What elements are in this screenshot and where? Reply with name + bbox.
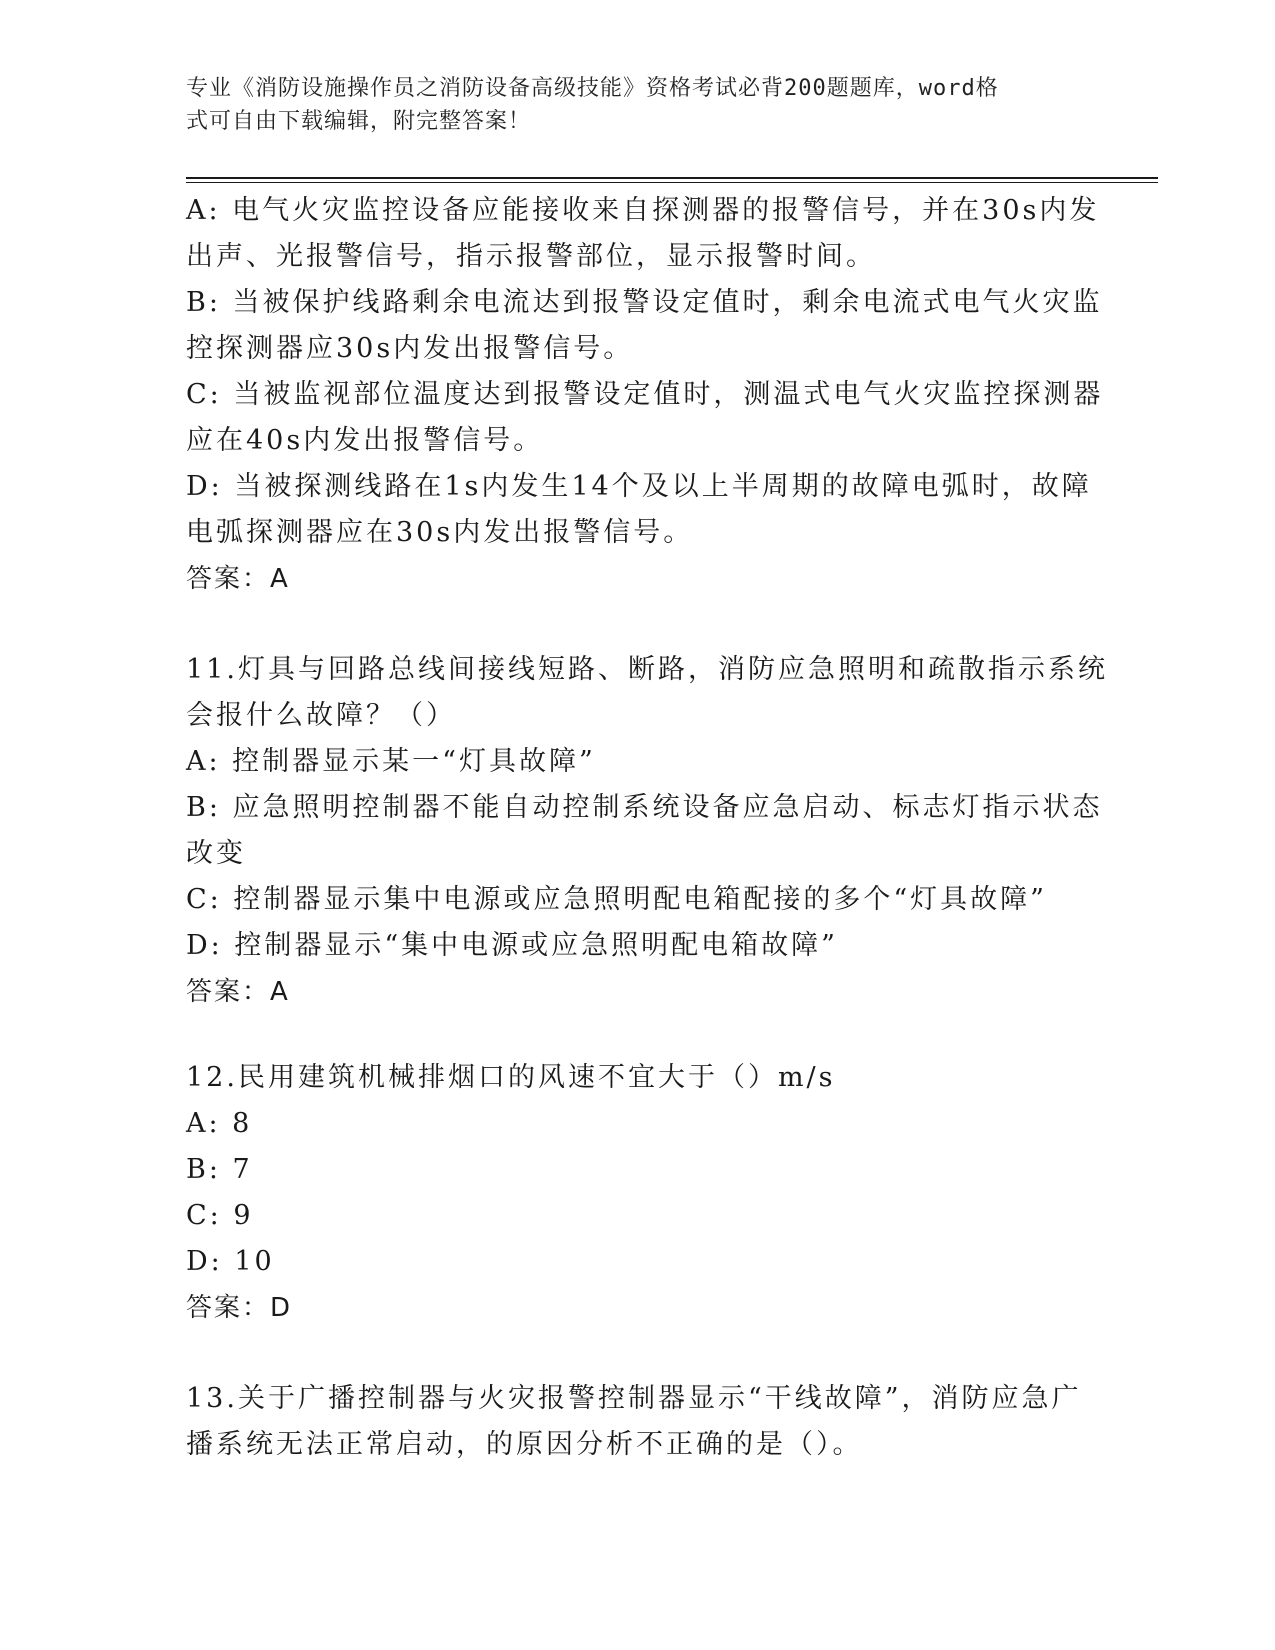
- option-d-line-2: 电弧探测器应在30s内发出报警信号。: [186, 517, 694, 548]
- answer-label: 答案：A: [186, 564, 290, 594]
- question-13: [186, 1376, 1086, 1468]
- option-a-line-1: A: 电气火灾监控设备应能接收来自探测器的报警信号，并在30s内发: [186, 195, 1100, 226]
- question-text-line-2: 会报什么故障？（）: [186, 700, 456, 731]
- option-d: D: 10: [186, 1246, 275, 1277]
- header-line-2: 式可自由下载编辑，附完整答案！: [186, 109, 532, 134]
- option-a-line-2: 出声、光报警信号，指示报警部位，显示报警时间。: [186, 241, 876, 272]
- option-c: C: 9: [186, 1200, 254, 1231]
- answer-label: 答案：A: [186, 977, 290, 1007]
- question-text-line-2: 播系统无法正常启动，的原因分析不正确的是（）。: [186, 1429, 863, 1460]
- document-body: [186, 188, 1108, 1468]
- option-c-line-2: 应在40s内发出报警信号。: [186, 425, 544, 456]
- option-b-line-2: 控探测器应30s内发出报警信号。: [186, 333, 634, 364]
- header-line-1: 专业《消防设施操作员之消防设备高级技能》资格考试必背200题题库，word格: [186, 76, 999, 101]
- question-10-options: [186, 188, 1104, 602]
- question-11: [186, 647, 1108, 1015]
- question-text: 12.民用建筑机械排烟口的风速不宜大于（）m/s: [186, 1062, 836, 1093]
- answer-label: 答案：D: [186, 1293, 293, 1323]
- option-b-line-1: B: 应急照明控制器不能自动控制系统设备应急启动、标志灯指示状态: [186, 792, 1103, 823]
- question-text-line-1: 13.关于广播控制器与火灾报警控制器显示“干线故障”，消防应急广: [186, 1383, 1082, 1414]
- question-text-line-1: 11.灯具与回路总线间接线短路、断路，消防应急照明和疏散指示系统: [186, 654, 1108, 685]
- option-b-line-2: 改变: [186, 838, 246, 869]
- header-divider: [186, 177, 1158, 183]
- question-12: [186, 1055, 1086, 1331]
- option-a: A: 8: [186, 1108, 253, 1139]
- option-b-line-1: B: 当被保护线路剩余电流达到报警设定值时，剩余电流式电气火灾监: [186, 287, 1103, 318]
- option-b: B: 7: [186, 1154, 253, 1185]
- option-d-line-1: D: 当被探测线路在1s内发生14个及以上半周期的故障电弧时，故障: [186, 471, 1092, 502]
- option-c: C: 控制器显示集中电源或应急照明配电箱配接的多个“灯具故障”: [186, 884, 1047, 915]
- option-c-line-1: C: 当被监视部位温度达到报警设定值时，测温式电气火灾监控探测器: [186, 379, 1104, 410]
- option-d: D: 控制器显示“集中电源或应急照明配电箱故障”: [186, 930, 838, 961]
- document-header: [186, 72, 1076, 138]
- option-a: A: 控制器显示某一“灯具故障”: [186, 746, 596, 777]
